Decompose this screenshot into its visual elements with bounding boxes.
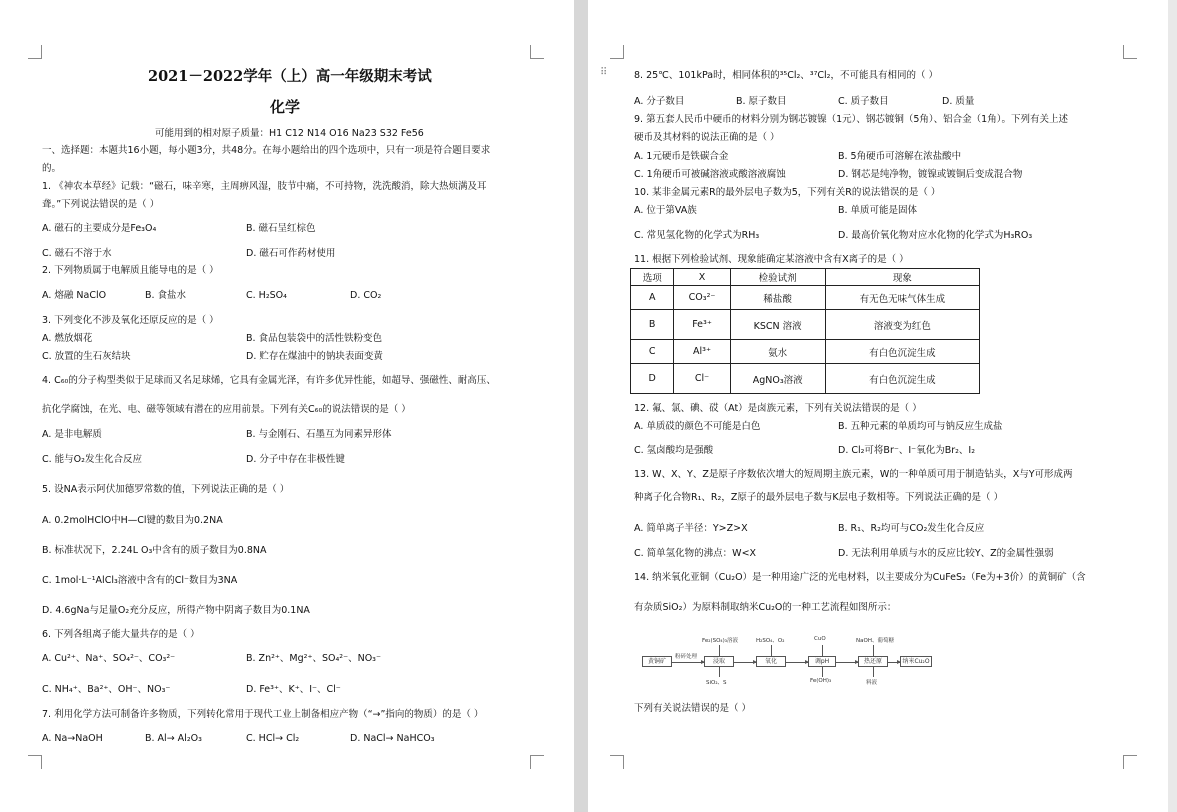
q11-table — [630, 268, 980, 394]
table-cell: A — [631, 286, 674, 310]
flow-label: 料液 — [866, 680, 878, 686]
crop-mark-bottom-left — [28, 755, 42, 769]
flow-line — [873, 645, 874, 656]
q3-option-d: D. 贮存在煤油中的钠块表面变黄 — [246, 351, 383, 362]
q1-option-a: A. 磁石的主要成分是Fe₃O₄ — [42, 223, 157, 234]
flow-box: 热还原 — [858, 656, 888, 667]
q9-option-a: A. 1元硬币是铁碳合金 — [634, 151, 729, 162]
question-14-cont: 有杂质SiO₂）为原料制取纳米Cu₂O的一种工艺流程如图所示： — [634, 602, 897, 613]
flow-box: 氧化 — [756, 656, 786, 667]
table-cell: KSCN 溶液 — [730, 310, 825, 340]
crop-mark-top-right — [530, 45, 544, 59]
table-cell: 有白色沉淀生成 — [825, 340, 979, 364]
table-cell: CO₃²⁻ — [674, 286, 730, 310]
table-header: 选项 — [631, 269, 674, 286]
flow-line — [822, 667, 823, 677]
table-cell: B — [631, 310, 674, 340]
crop-mark-bottom-right — [530, 755, 544, 769]
crop-mark-bottom-left — [610, 755, 624, 769]
q2-option-d: D. CO₂ — [350, 290, 382, 301]
flow-label: NaOH、葡萄糖 — [856, 638, 894, 644]
table-cell: AgNO₃溶液 — [730, 364, 825, 394]
table-cell: 有白色沉淀生成 — [825, 364, 979, 394]
flow-line — [873, 667, 874, 677]
table-cell: Fe³⁺ — [674, 310, 730, 340]
question-13-cont: 种离子化合物R₁、R₂，Z原子的最外层电子数与K层电子数相等。下列说法正确的是（ ） — [634, 492, 1004, 503]
question-11: 11. 根据下列检验试剂、现象能确定某溶液中含有X离子的是（ ） — [634, 254, 909, 265]
question-4-cont: 抗化学腐蚀，在光、电、磁等领域有潜在的应用前景。下列有关C₆₀的说法错误的是（ ） — [42, 404, 411, 415]
question-1: 1. 《神农本草经》记载：“磁石，味辛寒，主周痹风湿，肢节中痛，不可持物，洗洗酸消，除大热烦满及耳 — [42, 181, 487, 192]
table-cell: Al³⁺ — [674, 340, 730, 364]
flow-arrow — [888, 662, 900, 663]
section-intro-cont: 的。 — [42, 163, 62, 174]
flow-label: H₂SO₄、O₂ — [756, 638, 785, 644]
q8-option-a: A. 分子数目 — [634, 96, 685, 107]
q12-option-b: B. 五种元素的单质均可与钠反应生成盐 — [838, 421, 1003, 432]
q5-option-b: B. 标准状况下，2.24L O₃中含有的质子数目为0.8NA — [42, 545, 267, 556]
flow-label: CuO — [814, 636, 826, 642]
question-1-cont: 聋。”下列说法错误的是（ ） — [42, 199, 160, 210]
flow-box: 纳米Cu₂O — [900, 656, 932, 667]
q13-option-d: D. 无法利用单质与水的反应比较Y、Z的金属性强弱 — [838, 548, 1054, 559]
q13-option-b: B. R₁、R₂均可与CO₂发生化合反应 — [838, 523, 985, 534]
q10-option-b: B. 单质可能是固体 — [838, 205, 918, 216]
q9-option-b: B. 5角硬币可溶解在浓盐酸中 — [838, 151, 962, 162]
q8-option-b: B. 原子数目 — [736, 96, 787, 107]
flow-label: SiO₂、S — [706, 680, 727, 686]
q12-option-a: A. 单质砹的颜色不可能是白色 — [634, 421, 761, 432]
q13-option-a: A. 简单离子半径：Y>Z>X — [634, 523, 748, 534]
table-row — [631, 340, 980, 364]
table-row — [631, 286, 980, 310]
flow-label: Fe(OH)₃ — [810, 678, 832, 684]
question-3: 3. 下列变化不涉及氧化还原反应的是（ ） — [42, 315, 219, 326]
question-13: 13. W、X、Y、Z是原子序数依次增大的短周期主族元素，W的一种单质可用于制造钻头，X与Y可形成两 — [634, 469, 1073, 480]
table-cell: D — [631, 364, 674, 394]
q10-option-a: A. 位于第VA族 — [634, 205, 697, 216]
crop-mark-top-left — [610, 45, 624, 59]
flow-arrow — [836, 662, 858, 663]
atomic-masses: 可能用到的相对原子质量：H1 C12 N14 O16 Na23 S32 Fe56 — [155, 128, 424, 139]
flow-label: Fe₂(SO₄)₃溶液 — [702, 638, 738, 644]
table-header-row — [631, 269, 980, 286]
question-4: 4. C₆₀的分子构型类似于足球而又名足球烯，它具有金属光泽，有许多优异性能，如超导、强磁性、耐高压、 — [42, 375, 496, 386]
q6-option-b: B. Zn²⁺、Mg²⁺、SO₄²⁻、NO₃⁻ — [246, 653, 382, 664]
process-flow-diagram — [642, 636, 932, 692]
section-intro: 一、选择题：本题共16小题，每小题3分，共48分。在每小题给出的四个选项中，只有一项是符合题目要求 — [42, 145, 491, 156]
q10-option-c: C. 常见氢化物的化学式为RH₃ — [634, 230, 760, 241]
question-14-prompt: 下列有关说法错误的是（ ） — [634, 703, 752, 714]
question-5: 5. 设NA表示阿伏加德罗常数的值，下列说法正确的是（ ） — [42, 484, 290, 495]
q1-option-c: C. 磁石不溶于水 — [42, 248, 112, 259]
question-10: 10. 某非金属元素R的最外层电子数为5，下列有关R的说法错误的是（ ） — [634, 187, 941, 198]
q12-option-c: C. 氢卤酸均是强酸 — [634, 445, 714, 456]
table-row — [631, 310, 980, 340]
table-cell: 稀盐酸 — [730, 286, 825, 310]
q6-option-d: D. Fe³⁺、K⁺、I⁻、Cl⁻ — [246, 684, 341, 695]
q8-option-c: C. 质子数目 — [838, 96, 889, 107]
q4-option-c: C. 能与O₂发生化合反应 — [42, 454, 142, 465]
q1-option-d: D. 磁石可作药材使用 — [246, 248, 336, 259]
q3-option-c: C. 放置的生石灰结块 — [42, 351, 131, 362]
question-9: 9. 第五套人民币中硬币的材料分别为钢芯镀镍（1元）、钢芯镀铜（5角）、铝合金（1角）。下列有关上述 — [634, 114, 1068, 125]
q9-option-c: C. 1角硬币可被碱溶液或酸溶液腐蚀 — [634, 169, 786, 180]
table-cell: Cl⁻ — [674, 364, 730, 394]
flow-arrow — [786, 662, 808, 663]
q5-option-a: A. 0.2molHClO中H—Cl键的数目为0.2NA — [42, 515, 223, 526]
table-header: X — [674, 269, 730, 286]
crop-mark-top-left — [28, 45, 42, 59]
flow-line — [822, 645, 823, 656]
q5-option-c: C. 1mol·L⁻¹AlCl₃溶液中含有的Cl⁻数目为3NA — [42, 575, 238, 586]
q4-option-b: B. 与金刚石、石墨互为同素异形体 — [246, 429, 392, 440]
crop-mark-bottom-right — [1123, 755, 1137, 769]
q5-option-d: D. 4.6gNa与足量O₂充分反应，所得产物中阴离子数目为0.1NA — [42, 605, 310, 616]
q7-option-a: A. Na→NaOH — [42, 733, 103, 744]
drag-handle-icon[interactable]: ⠿ — [600, 67, 609, 78]
flow-box: 黄铜矿 — [642, 656, 672, 667]
q2-option-a: A. 熔融 NaClO — [42, 290, 107, 301]
flow-arrow — [734, 662, 756, 663]
q6-option-a: A. Cu²⁺、Na⁺、SO₄²⁻、CO₃²⁻ — [42, 653, 176, 664]
document-page-left — [0, 0, 574, 812]
question-7: 7. 利用化学方法可制备许多物质，下列转化常用于现代工业上制备相应产物（“→”指向的物质）的是（ ） — [42, 709, 484, 720]
table-header: 现象 — [825, 269, 979, 286]
q4-option-d: D. 分子中存在非极性键 — [246, 454, 345, 465]
q7-option-b: B. Al→ Al₂O₃ — [145, 733, 202, 744]
flow-box: 调pH — [808, 656, 836, 667]
question-8: 8. 25℃、101kPa时，相同体积的³⁵Cl₂、³⁷Cl₂，不可能具有相同的（ ） — [634, 70, 939, 81]
q10-option-d: D. 最高价氧化物对应水化物的化学式为H₃RO₃ — [838, 230, 1033, 241]
question-9-cont: 硬币及其材料的说法正确的是（ ） — [634, 132, 780, 143]
table-row — [631, 364, 980, 394]
flow-arrow — [672, 662, 704, 663]
q12-option-d: D. Cl₂可将Br⁻、I⁻氧化为Br₂、I₂ — [838, 445, 976, 456]
exam-subject: 化学 — [270, 98, 301, 116]
q13-option-c: C. 简单氢化物的沸点：W<X — [634, 548, 757, 559]
table-cell: 溶液变为红色 — [825, 310, 979, 340]
table-header: 检验试剂 — [730, 269, 825, 286]
flow-line — [719, 645, 720, 656]
document-page-right — [588, 0, 1168, 812]
flow-line — [771, 645, 772, 656]
q7-option-c: C. HCl→ Cl₂ — [246, 733, 300, 744]
flow-box: 浸取 — [704, 656, 734, 667]
page-gutter — [574, 0, 588, 812]
q8-option-d: D. 质量 — [942, 96, 975, 107]
q6-option-c: C. NH₄⁺、Ba²⁺、OH⁻、NO₃⁻ — [42, 684, 171, 695]
exam-title: 2021－2022学年（上）高一年级期末考试 — [148, 68, 432, 85]
flow-label: 粉碎处理 — [675, 654, 698, 660]
q9-option-d: D. 钢芯是纯净物，镀镍或镀铜后变成混合物 — [838, 169, 1023, 180]
table-cell: C — [631, 340, 674, 364]
q3-option-a: A. 燃放烟花 — [42, 333, 93, 344]
question-12: 12. 氟、氯、碘、砹（At）是卤族元素，下列有关说法错误的是（ ） — [634, 403, 922, 414]
question-2: 2. 下列物质属于电解质且能导电的是（ ） — [42, 265, 219, 276]
q7-option-d: D. NaCl→ NaHCO₃ — [350, 733, 435, 744]
crop-mark-top-right — [1123, 45, 1137, 59]
q1-option-b: B. 磁石呈红棕色 — [246, 223, 316, 234]
table-cell: 有无色无味气体生成 — [825, 286, 979, 310]
question-14: 14. 纳米氧化亚铜（Cu₂O）是一种用途广泛的光电材料，以主要成分为CuFeS₂（Fe为+3价）的黄铜矿（含 — [634, 572, 1086, 583]
question-6: 6. 下列各组离子能大量共存的是（ ） — [42, 629, 200, 640]
q2-option-c: C. H₂SO₄ — [246, 290, 287, 301]
q4-option-a: A. 是非电解质 — [42, 429, 102, 440]
q2-option-b: B. 食盐水 — [145, 290, 187, 301]
flow-line — [719, 667, 720, 677]
q3-option-b: B. 食品包装袋中的活性铁粉变色 — [246, 333, 383, 344]
table-cell: 氨水 — [730, 340, 825, 364]
